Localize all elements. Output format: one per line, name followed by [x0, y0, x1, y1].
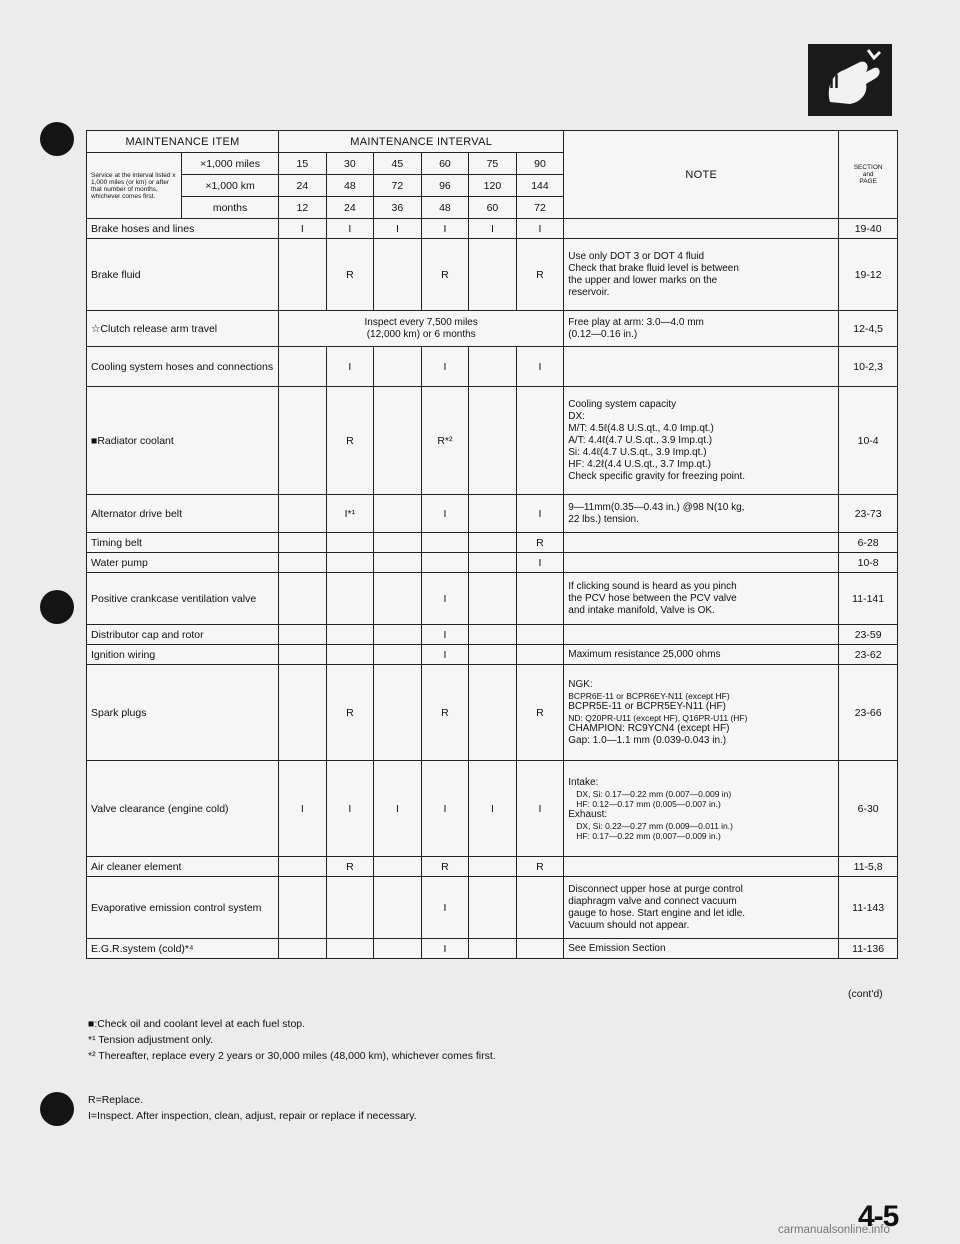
interval-mark: I — [421, 877, 469, 939]
interval-mark — [279, 939, 327, 959]
km-value: 72 — [374, 175, 422, 197]
interval-mark — [374, 645, 422, 665]
interval-mark: I — [374, 761, 422, 857]
item-name: Evaporative emission control system — [87, 877, 279, 939]
interval-mark — [469, 347, 517, 387]
section-page: 6-28 — [839, 533, 898, 553]
km-value: 120 — [469, 175, 517, 197]
item-name: ■Radiator coolant — [87, 387, 279, 495]
interval-mark — [469, 665, 517, 761]
interval-mark — [279, 877, 327, 939]
interval-mark — [279, 665, 327, 761]
interval-mark: R — [421, 857, 469, 877]
table-row — [87, 387, 898, 495]
binder-hole-bottom — [40, 1092, 74, 1126]
interval-mark — [279, 387, 327, 495]
interval-mark — [469, 495, 517, 533]
note-cell: Intake: DX, Si: 0.17—0.22 mm (0.007—0.009 in) HF: 0.12—0.17 mm (0.005—0.007 in.) Exhaust: DX, Si: 0.22—0.27 mm (0.009—0.011 in.) HF: 0.17—0.22 mm (0.007—0.009 in.) — [564, 761, 839, 857]
note-cell — [564, 625, 839, 645]
section-page: 10-2,3 — [839, 347, 898, 387]
interval-mark: I — [421, 219, 469, 239]
section-page: 12-4,5 — [839, 311, 898, 347]
table-row — [87, 219, 898, 239]
interval-mark: R — [326, 665, 374, 761]
months-value: 24 — [326, 197, 374, 219]
interval-mark — [279, 645, 327, 665]
section-page: 23-62 — [839, 645, 898, 665]
table-row — [87, 553, 898, 573]
item-name: E.G.R.system (cold)*⁴ — [87, 939, 279, 959]
footnote-1: ■:Check oil and coolant level at each fuel stop. — [88, 1018, 306, 1030]
interval-mark — [469, 625, 517, 645]
km-value: 144 — [516, 175, 564, 197]
section-page: 11-5,8 — [839, 857, 898, 877]
legend-replace: R=Replace. — [88, 1094, 144, 1106]
footnote-2: *¹ Tension adjustment only. — [88, 1034, 214, 1046]
months-value: 72 — [516, 197, 564, 219]
interval-mark — [374, 239, 422, 311]
item-name: Spark plugs — [87, 665, 279, 761]
note-cell — [564, 533, 839, 553]
interval-mark: I — [374, 219, 422, 239]
maintenance-item-header: MAINTENANCE ITEM — [87, 131, 279, 153]
interval-mark — [279, 347, 327, 387]
interval-mark: I — [516, 219, 564, 239]
interval-mark — [326, 877, 374, 939]
service-interval-text: Service at the interval listed x 1,000 miles (or km) or after that number of months, whichever comes first. — [87, 153, 182, 219]
km-value: 96 — [421, 175, 469, 197]
miles-value: 90 — [516, 153, 564, 175]
interval-mark — [326, 939, 374, 959]
months-value: 12 — [279, 197, 327, 219]
svg-text:oil: oil — [818, 72, 839, 92]
interval-mark: I — [469, 219, 517, 239]
table-row — [87, 625, 898, 645]
maintenance-schedule-table — [86, 130, 898, 959]
interval-mark — [516, 939, 564, 959]
months-label: months — [182, 197, 279, 219]
interval-mark — [469, 239, 517, 311]
item-name: Alternator drive belt — [87, 495, 279, 533]
table-row — [87, 877, 898, 939]
item-name: Timing belt — [87, 533, 279, 553]
interval-mark — [374, 553, 422, 573]
item-name: Brake fluid — [87, 239, 279, 311]
section-page: 23-66 — [839, 665, 898, 761]
interval-mark: R*² — [421, 387, 469, 495]
interval-mark — [516, 645, 564, 665]
note-header: NOTE — [564, 131, 839, 219]
km-label: ×1,000 km — [182, 175, 279, 197]
interval-mark: I — [469, 761, 517, 857]
interval-mark: I — [421, 625, 469, 645]
table-row — [87, 495, 898, 533]
legend-inspect: I=Inspect. After inspection, clean, adjust, repair or replace if necessary. — [88, 1110, 417, 1122]
interval-mark: R — [421, 239, 469, 311]
watermark: carmanualsonline.info — [778, 1224, 890, 1236]
note-cell: Free play at arm: 3.0—4.0 mm (0.12—0.16 in.) — [564, 311, 839, 347]
section-page-header: SECTION and PAGE — [839, 131, 898, 219]
item-name: Ignition wiring — [87, 645, 279, 665]
table-row — [87, 665, 898, 761]
table-row — [87, 939, 898, 959]
item-name: Brake hoses and lines — [87, 219, 279, 239]
interval-mark — [279, 533, 327, 553]
interval-mark: R — [326, 857, 374, 877]
miles-label: ×1,000 miles — [182, 153, 279, 175]
table-row — [87, 347, 898, 387]
interval-mark — [326, 625, 374, 645]
interval-mark — [279, 495, 327, 533]
interval-mark — [374, 495, 422, 533]
months-value: 60 — [469, 197, 517, 219]
interval-mark: I — [326, 761, 374, 857]
interval-mark — [326, 573, 374, 625]
item-name: Positive crankcase ventilation valve — [87, 573, 279, 625]
interval-mark: I*¹ — [326, 495, 374, 533]
section-page: 11-141 — [839, 573, 898, 625]
section-page: 10-4 — [839, 387, 898, 495]
interval-mark: R — [516, 239, 564, 311]
section-page: 11-143 — [839, 877, 898, 939]
interval-mark — [469, 533, 517, 553]
table-row — [87, 239, 898, 311]
table-row — [87, 533, 898, 553]
interval-mark — [279, 553, 327, 573]
miles-value: 45 — [374, 153, 422, 175]
interval-mark — [516, 625, 564, 645]
interval-mark: I — [516, 495, 564, 533]
interval-mark — [421, 533, 469, 553]
interval-mark — [279, 857, 327, 877]
interval-mark: R — [326, 387, 374, 495]
note-cell — [564, 553, 839, 573]
interval-mark: I — [421, 495, 469, 533]
interval-mark — [374, 665, 422, 761]
interval-mark: R — [326, 239, 374, 311]
page-number: 4-5 — [858, 1200, 899, 1233]
interval-mark: I — [326, 219, 374, 239]
miles-value: 15 — [279, 153, 327, 175]
interval-mark: R — [516, 857, 564, 877]
interval-text: Inspect every 7,500 miles (12,000 km) or 6 months — [279, 311, 564, 347]
interval-mark — [374, 877, 422, 939]
table-row — [87, 311, 898, 347]
oil-change-logo-icon — [808, 44, 892, 116]
months-value: 48 — [421, 197, 469, 219]
interval-mark: R — [516, 533, 564, 553]
interval-mark: R — [421, 665, 469, 761]
interval-mark: I — [279, 219, 327, 239]
table-row — [87, 645, 898, 665]
item-name: Water pump — [87, 553, 279, 573]
interval-mark — [374, 939, 422, 959]
section-page: 11-136 — [839, 939, 898, 959]
interval-mark — [469, 877, 517, 939]
maintenance-interval-header: MAINTENANCE INTERVAL — [279, 131, 564, 153]
interval-mark: I — [421, 347, 469, 387]
item-name: Distributor cap and rotor — [87, 625, 279, 645]
table-row — [87, 761, 898, 857]
km-value: 48 — [326, 175, 374, 197]
interval-mark — [469, 387, 517, 495]
miles-value: 30 — [326, 153, 374, 175]
note-cell: Cooling system capacity DX: M/T: 4.5ℓ(4.8 U.S.qt., 4.0 Imp.qt.) A/T: 4.4ℓ(4.7 U.S.qt., 3.9 Imp.qt.) Si: 4.4ℓ(4.7 U.S.qt., 3.9 Imp.qt.) HF: 4.2ℓ(4.4 U.S.qt., 3.7 Imp.qt.) Check specific gravity for freezing point. — [564, 387, 839, 495]
section-page: 19-40 — [839, 219, 898, 239]
interval-mark — [374, 533, 422, 553]
table-row — [87, 573, 898, 625]
note-cell: NGK: BCPR6E-11 or BCPR6EY-N11 (except HF) BCPR5E-11 or BCPR5EY-N11 (HF) ND: Q20PR-U11 (except HF), Q16PR-U11 (HF) CHAMPION: RC9YCN4 (except HF) Gap: 1.0—1.1 mm (0.039-0.043 in.) — [564, 665, 839, 761]
binder-hole-middle — [40, 590, 74, 624]
interval-mark — [326, 645, 374, 665]
interval-mark — [374, 857, 422, 877]
interval-mark — [374, 625, 422, 645]
note-cell: 9—11mm(0.35—0.43 in.) @98 N(10 kg, 22 lbs.) tension. — [564, 495, 839, 533]
interval-mark: I — [421, 573, 469, 625]
section-page: 23-73 — [839, 495, 898, 533]
note-cell — [564, 857, 839, 877]
note-cell — [564, 219, 839, 239]
months-value: 36 — [374, 197, 422, 219]
table-row — [87, 857, 898, 877]
interval-mark — [516, 877, 564, 939]
km-value: 24 — [279, 175, 327, 197]
interval-mark: I — [516, 553, 564, 573]
interval-mark — [326, 553, 374, 573]
section-page: 10-8 — [839, 553, 898, 573]
footnote-3: *² Thereafter, replace every 2 years or 30,000 miles (48,000 km), whichever comes first. — [88, 1050, 496, 1062]
note-cell: Disconnect upper hose at purge control diaphragm valve and connect vacuum gauge to hose. Start engine and let idle. Vacuum should not appear. — [564, 877, 839, 939]
item-name: Cooling system hoses and connections — [87, 347, 279, 387]
interval-mark — [374, 573, 422, 625]
section-page: 23-59 — [839, 625, 898, 645]
note-cell: See Emission Section — [564, 939, 839, 959]
miles-value: 60 — [421, 153, 469, 175]
interval-mark: I — [421, 761, 469, 857]
interval-mark — [279, 573, 327, 625]
continued-label: (cont'd) — [848, 988, 883, 1000]
item-name: ☆Clutch release arm travel — [87, 311, 279, 347]
interval-mark — [374, 387, 422, 495]
note-cell: Use only DOT 3 or DOT 4 fluid Check that brake fluid level is between the upper and lower marks on the reservoir. — [564, 239, 839, 311]
item-name: Air cleaner element — [87, 857, 279, 877]
interval-mark: I — [516, 347, 564, 387]
interval-mark — [326, 533, 374, 553]
interval-mark — [516, 387, 564, 495]
interval-mark: I — [421, 939, 469, 959]
note-cell — [564, 347, 839, 387]
interval-mark: I — [279, 761, 327, 857]
interval-mark — [374, 347, 422, 387]
interval-mark — [469, 939, 517, 959]
interval-mark — [421, 553, 469, 573]
note-cell: If clicking sound is heard as you pinch the PCV hose between the PCV valve and intake manifold, Valve is OK. — [564, 573, 839, 625]
interval-mark: I — [516, 761, 564, 857]
interval-mark — [469, 573, 517, 625]
item-name: Valve clearance (engine cold) — [87, 761, 279, 857]
interval-mark: I — [421, 645, 469, 665]
interval-mark — [279, 625, 327, 645]
interval-mark — [469, 857, 517, 877]
interval-mark — [469, 645, 517, 665]
binder-hole-top — [40, 122, 74, 156]
interval-mark: I — [326, 347, 374, 387]
section-page: 19-12 — [839, 239, 898, 311]
interval-mark: R — [516, 665, 564, 761]
interval-mark — [279, 239, 327, 311]
miles-value: 75 — [469, 153, 517, 175]
section-page: 6-30 — [839, 761, 898, 857]
interval-mark — [469, 553, 517, 573]
note-cell: Maximum resistance 25,000 ohms — [564, 645, 839, 665]
interval-mark — [516, 573, 564, 625]
